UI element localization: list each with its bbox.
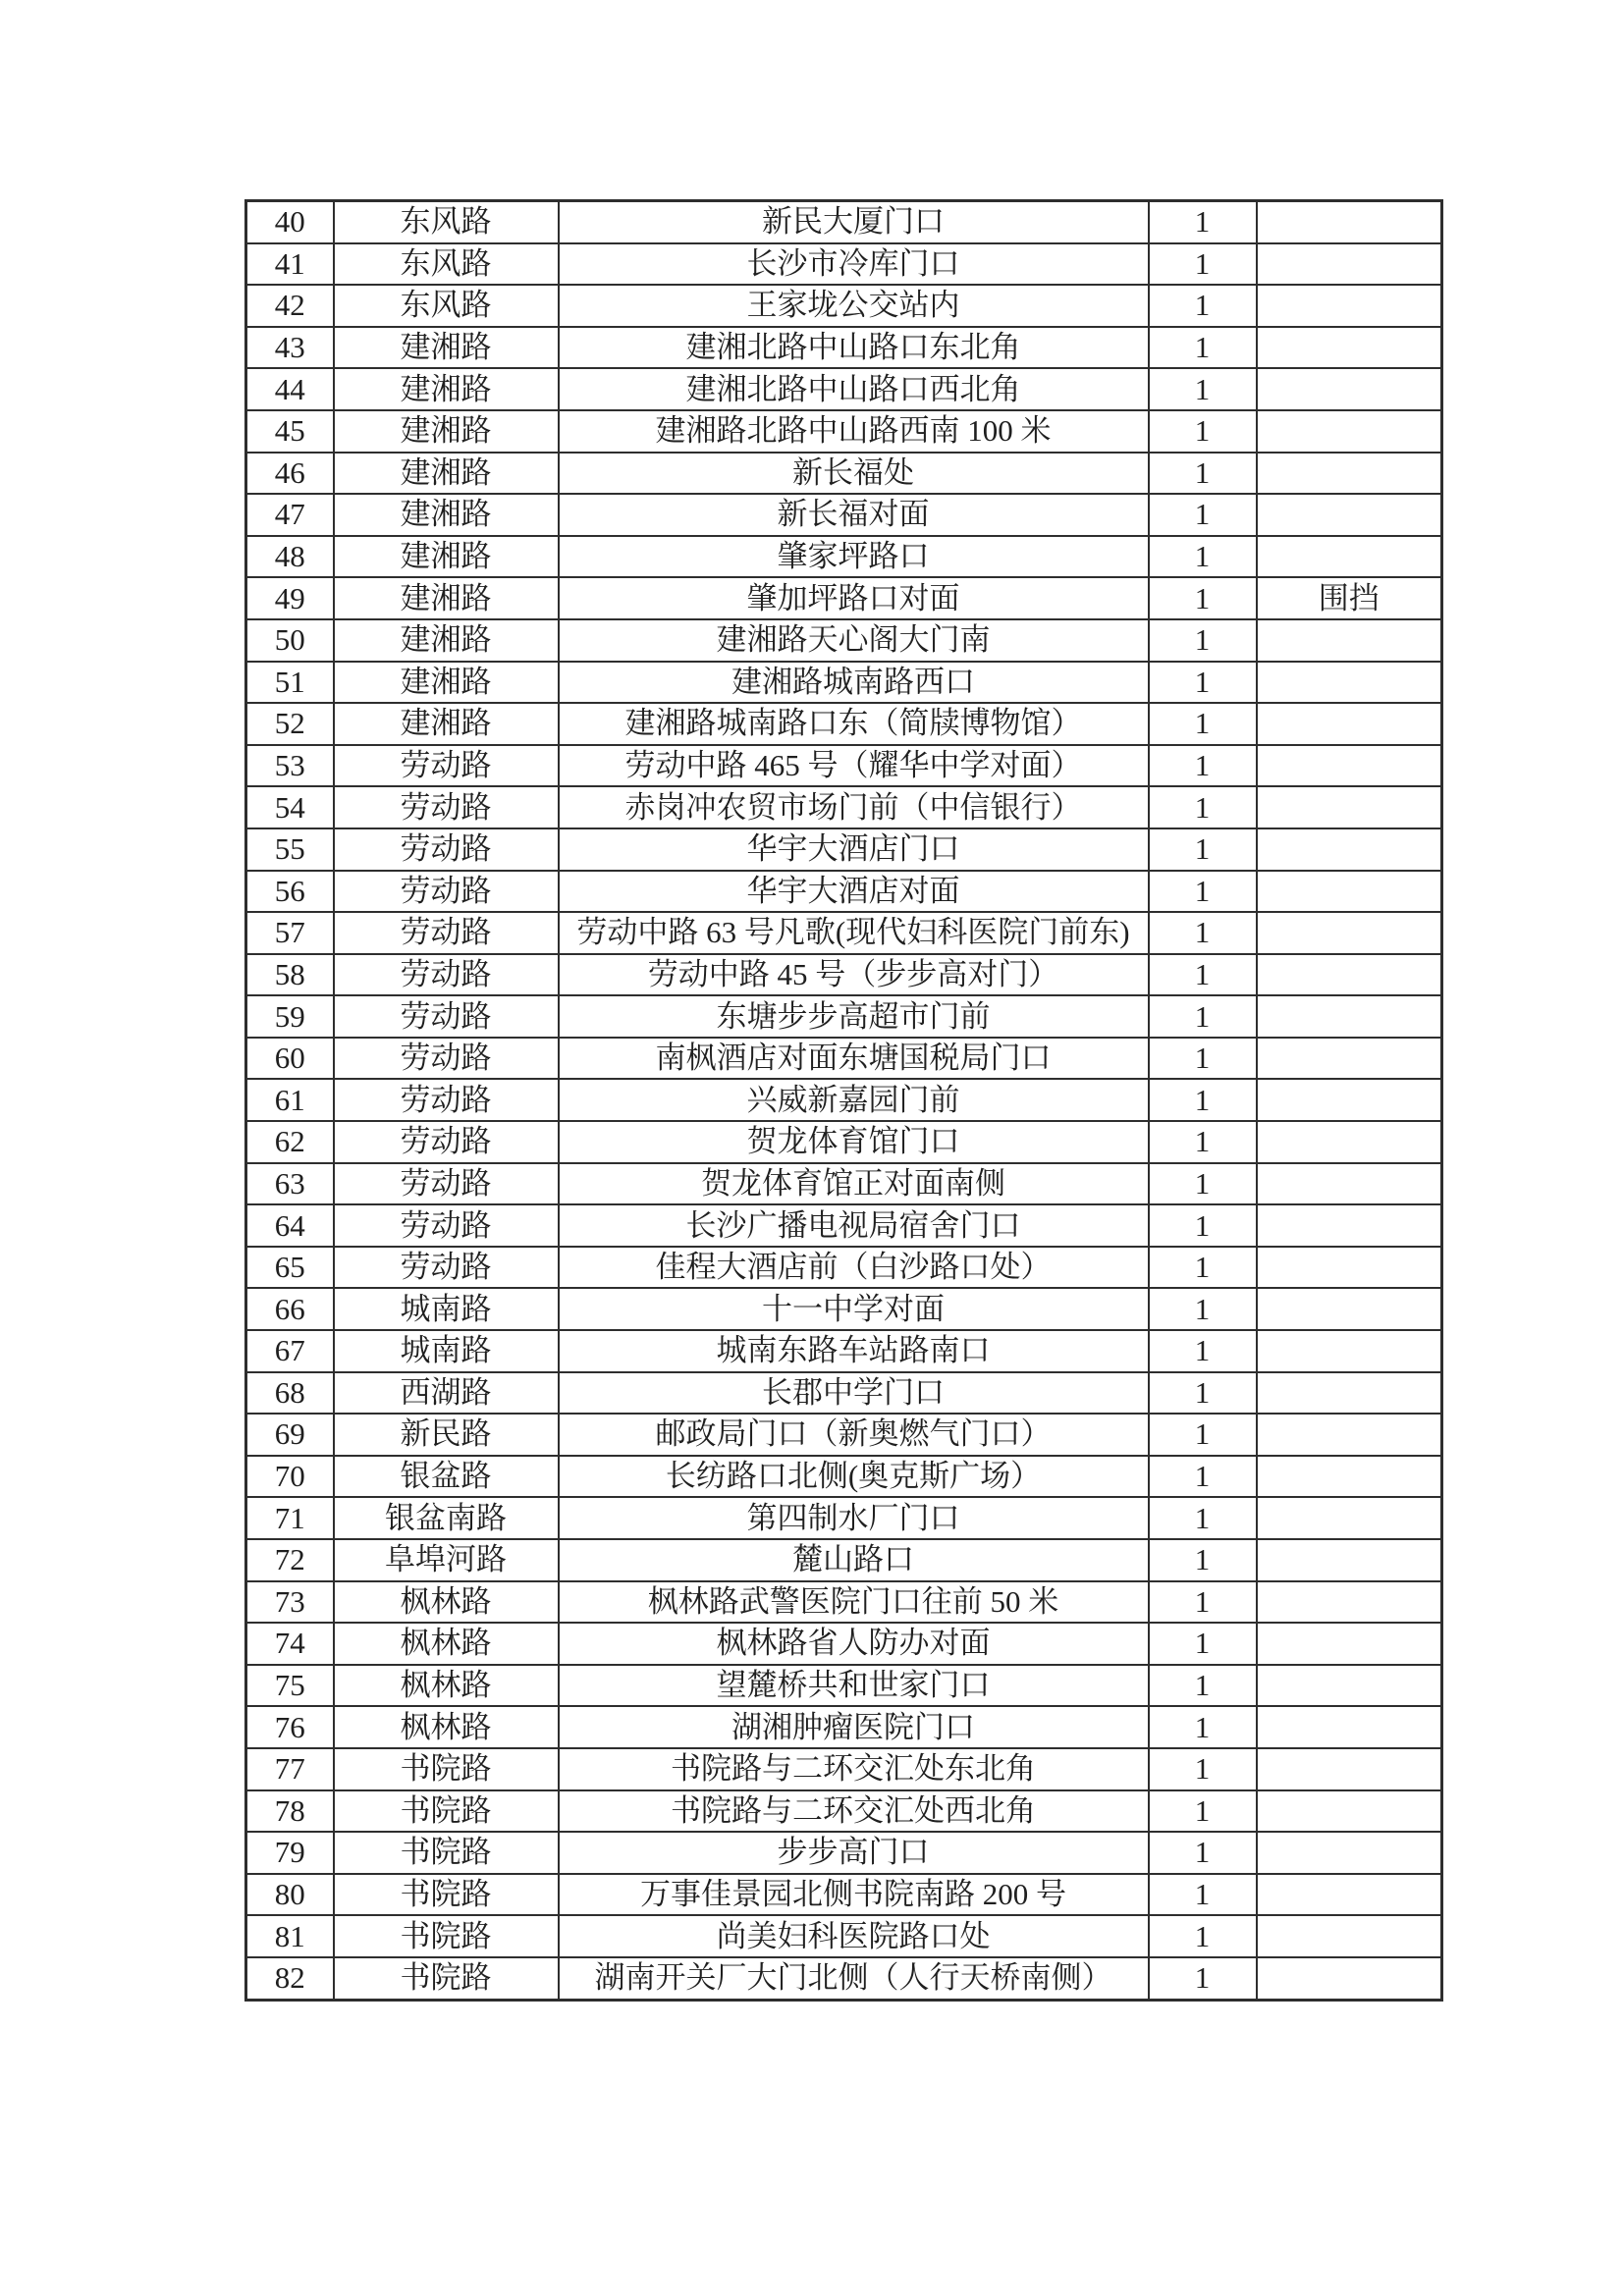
cell-note <box>1257 1832 1442 1874</box>
cell-location: 长沙广播电视局宿舍门口 <box>559 1204 1149 1247</box>
cell-location: 建湘北路中山路口东北角 <box>559 327 1149 369</box>
cell-road-name: 新民路 <box>334 1414 559 1456</box>
table-row <box>246 368 1442 410</box>
cell-road-name: 劳动路 <box>334 828 559 871</box>
cell-row-number: 53 <box>246 745 334 787</box>
cell-note <box>1257 1121 1442 1163</box>
cell-location: 赤岗冲农贸市场门前（中信银行） <box>559 786 1149 828</box>
table-row <box>246 1204 1442 1247</box>
cell-row-number: 45 <box>246 410 334 453</box>
cell-location: 贺龙体育馆门口 <box>559 1121 1149 1163</box>
cell-note <box>1257 1163 1442 1205</box>
cell-count: 1 <box>1149 1163 1257 1205</box>
cell-count: 1 <box>1149 745 1257 787</box>
cell-location: 建湘路北路中山路西南 100 米 <box>559 410 1149 453</box>
cell-road-name: 书院路 <box>334 1748 559 1790</box>
cell-row-number: 40 <box>246 201 334 243</box>
cell-road-name: 建湘路 <box>334 453 559 495</box>
cell-count: 1 <box>1149 1079 1257 1121</box>
cell-count: 1 <box>1149 995 1257 1038</box>
cell-location: 兴威新嘉园门前 <box>559 1079 1149 1121</box>
cell-count: 1 <box>1149 703 1257 745</box>
cell-row-number: 63 <box>246 1163 334 1205</box>
cell-note <box>1257 1748 1442 1790</box>
table-row <box>246 536 1442 578</box>
cell-count: 1 <box>1149 1957 1257 2000</box>
cell-note <box>1257 786 1442 828</box>
cell-location: 新长福对面 <box>559 494 1149 536</box>
cell-note <box>1257 1874 1442 1916</box>
cell-row-number: 42 <box>246 285 334 327</box>
table-row <box>246 1456 1442 1498</box>
cell-count: 1 <box>1149 1581 1257 1624</box>
cell-count: 1 <box>1149 1121 1257 1163</box>
cell-note <box>1257 1247 1442 1289</box>
table-row <box>246 703 1442 745</box>
cell-location: 城南东路车站路南口 <box>559 1330 1149 1372</box>
cell-row-number: 67 <box>246 1330 334 1372</box>
cell-note <box>1257 494 1442 536</box>
table-row <box>246 410 1442 453</box>
cell-location: 建湘路天心阁大门南 <box>559 619 1149 662</box>
table-row <box>246 1330 1442 1372</box>
cell-location: 建湘路城南路口东（简牍博物馆） <box>559 703 1149 745</box>
cell-note <box>1257 201 1442 243</box>
cell-row-number: 70 <box>246 1456 334 1498</box>
cell-road-name: 劳动路 <box>334 995 559 1038</box>
cell-location: 华宇大酒店门口 <box>559 828 1149 871</box>
cell-road-name: 劳动路 <box>334 1204 559 1247</box>
cell-note <box>1257 1790 1442 1833</box>
table-row <box>246 1748 1442 1790</box>
cell-row-number: 77 <box>246 1748 334 1790</box>
cell-count: 1 <box>1149 1832 1257 1874</box>
cell-road-name: 枫林路 <box>334 1581 559 1624</box>
cell-count: 1 <box>1149 1288 1257 1330</box>
cell-note: 围挡 <box>1257 577 1442 619</box>
cell-row-number: 74 <box>246 1623 334 1665</box>
cell-count: 1 <box>1149 662 1257 704</box>
cell-count: 1 <box>1149 1748 1257 1790</box>
cell-row-number: 60 <box>246 1038 334 1080</box>
table-row <box>246 453 1442 495</box>
cell-note <box>1257 536 1442 578</box>
cell-note <box>1257 703 1442 745</box>
cell-row-number: 82 <box>246 1957 334 2000</box>
cell-count: 1 <box>1149 453 1257 495</box>
cell-row-number: 47 <box>246 494 334 536</box>
cell-note <box>1257 368 1442 410</box>
cell-row-number: 58 <box>246 954 334 996</box>
cell-location: 新民大厦门口 <box>559 201 1149 243</box>
cell-note <box>1257 745 1442 787</box>
cell-road-name: 劳动路 <box>334 1121 559 1163</box>
cell-count: 1 <box>1149 1915 1257 1957</box>
cell-count: 1 <box>1149 871 1257 913</box>
cell-road-name: 劳动路 <box>334 745 559 787</box>
table-row <box>246 662 1442 704</box>
cell-row-number: 54 <box>246 786 334 828</box>
cell-road-name: 建湘路 <box>334 368 559 410</box>
table-row <box>246 1832 1442 1874</box>
cell-road-name: 书院路 <box>334 1832 559 1874</box>
cell-road-name: 建湘路 <box>334 494 559 536</box>
cell-location: 长郡中学门口 <box>559 1372 1149 1415</box>
cell-row-number: 46 <box>246 453 334 495</box>
cell-location: 湖湘肿瘤医院门口 <box>559 1706 1149 1748</box>
cell-road-name: 枫林路 <box>334 1665 559 1707</box>
cell-road-name: 劳动路 <box>334 1163 559 1205</box>
cell-road-name: 东风路 <box>334 243 559 286</box>
cell-count: 1 <box>1149 1204 1257 1247</box>
table-row <box>246 1957 1442 2000</box>
cell-row-number: 66 <box>246 1288 334 1330</box>
cell-row-number: 65 <box>246 1247 334 1289</box>
table-row <box>246 327 1442 369</box>
cell-count: 1 <box>1149 1247 1257 1289</box>
cell-note <box>1257 1330 1442 1372</box>
cell-note <box>1257 619 1442 662</box>
cell-count: 1 <box>1149 410 1257 453</box>
cell-road-name: 建湘路 <box>334 703 559 745</box>
cell-row-number: 49 <box>246 577 334 619</box>
cell-row-number: 52 <box>246 703 334 745</box>
cell-count: 1 <box>1149 954 1257 996</box>
table-row <box>246 995 1442 1038</box>
table-row <box>246 243 1442 286</box>
cell-count: 1 <box>1149 536 1257 578</box>
cell-road-name: 建湘路 <box>334 662 559 704</box>
cell-note <box>1257 828 1442 871</box>
cell-row-number: 41 <box>246 243 334 286</box>
cell-row-number: 68 <box>246 1372 334 1415</box>
cell-location: 万事佳景园北侧书院南路 200 号 <box>559 1874 1149 1916</box>
table-row <box>246 285 1442 327</box>
cell-count: 1 <box>1149 786 1257 828</box>
cell-row-number: 59 <box>246 995 334 1038</box>
cell-location: 劳动中路 63 号凡歌(现代妇科医院门前东) <box>559 912 1149 954</box>
cell-count: 1 <box>1149 1497 1257 1539</box>
cell-note <box>1257 1539 1442 1581</box>
cell-location: 肇加坪路口对面 <box>559 577 1149 619</box>
table-row <box>246 1581 1442 1624</box>
cell-road-name: 劳动路 <box>334 1079 559 1121</box>
cell-row-number: 43 <box>246 327 334 369</box>
cell-location: 建湘北路中山路口西北角 <box>559 368 1149 410</box>
cell-row-number: 62 <box>246 1121 334 1163</box>
cell-location: 尚美妇科医院路口处 <box>559 1915 1149 1957</box>
cell-row-number: 51 <box>246 662 334 704</box>
cell-road-name: 城南路 <box>334 1330 559 1372</box>
cell-count: 1 <box>1149 1623 1257 1665</box>
cell-note <box>1257 954 1442 996</box>
cell-location: 华宇大酒店对面 <box>559 871 1149 913</box>
cell-location: 佳程大酒店前（白沙路口处） <box>559 1247 1149 1289</box>
cell-count: 1 <box>1149 1038 1257 1080</box>
cell-location: 王家垅公交站内 <box>559 285 1149 327</box>
cell-note <box>1257 1414 1442 1456</box>
cell-road-name: 阜埠河路 <box>334 1539 559 1581</box>
cell-count: 1 <box>1149 1539 1257 1581</box>
table-row <box>246 1665 1442 1707</box>
table-row <box>246 1623 1442 1665</box>
cell-note <box>1257 1581 1442 1624</box>
cell-count: 1 <box>1149 494 1257 536</box>
cell-note <box>1257 1665 1442 1707</box>
cell-row-number: 75 <box>246 1665 334 1707</box>
cell-location: 湖南开关厂大门北侧（人行天桥南侧） <box>559 1957 1149 2000</box>
cell-count: 1 <box>1149 1372 1257 1415</box>
cell-note <box>1257 453 1442 495</box>
cell-road-name: 银盆南路 <box>334 1497 559 1539</box>
cell-note <box>1257 1456 1442 1498</box>
cell-note <box>1257 912 1442 954</box>
cell-road-name: 劳动路 <box>334 1038 559 1080</box>
cell-count: 1 <box>1149 619 1257 662</box>
cell-count: 1 <box>1149 285 1257 327</box>
cell-road-name: 西湖路 <box>334 1372 559 1415</box>
cell-road-name: 东风路 <box>334 201 559 243</box>
cell-note <box>1257 1038 1442 1080</box>
cell-note <box>1257 1915 1442 1957</box>
table-row <box>246 1038 1442 1080</box>
cell-row-number: 80 <box>246 1874 334 1916</box>
cell-location: 步步高门口 <box>559 1832 1149 1874</box>
cell-road-name: 枫林路 <box>334 1623 559 1665</box>
table-row <box>246 1372 1442 1415</box>
cell-road-name: 书院路 <box>334 1915 559 1957</box>
cell-row-number: 44 <box>246 368 334 410</box>
cell-location: 十一中学对面 <box>559 1288 1149 1330</box>
table-row <box>246 494 1442 536</box>
cell-location: 第四制水厂门口 <box>559 1497 1149 1539</box>
cell-location: 望麓桥共和世家门口 <box>559 1665 1149 1707</box>
cell-count: 1 <box>1149 1790 1257 1833</box>
cell-note <box>1257 1623 1442 1665</box>
cell-note <box>1257 871 1442 913</box>
bus-stop-table <box>244 199 1443 2002</box>
cell-note <box>1257 410 1442 453</box>
cell-note <box>1257 327 1442 369</box>
cell-note <box>1257 1497 1442 1539</box>
cell-road-name: 书院路 <box>334 1874 559 1916</box>
table-row <box>246 1706 1442 1748</box>
cell-road-name: 建湘路 <box>334 577 559 619</box>
cell-row-number: 76 <box>246 1706 334 1748</box>
table-row <box>246 1790 1442 1833</box>
cell-row-number: 61 <box>246 1079 334 1121</box>
table-row <box>246 786 1442 828</box>
cell-road-name: 劳动路 <box>334 871 559 913</box>
cell-note <box>1257 243 1442 286</box>
cell-count: 1 <box>1149 1665 1257 1707</box>
cell-location: 劳动中路 465 号（耀华中学对面） <box>559 745 1149 787</box>
table-row <box>246 1414 1442 1456</box>
cell-count: 1 <box>1149 1874 1257 1916</box>
cell-count: 1 <box>1149 828 1257 871</box>
table-row <box>246 577 1442 619</box>
cell-location: 东塘步步高超市门前 <box>559 995 1149 1038</box>
cell-location: 贺龙体育馆正对面南侧 <box>559 1163 1149 1205</box>
cell-note <box>1257 285 1442 327</box>
cell-row-number: 78 <box>246 1790 334 1833</box>
cell-road-name: 劳动路 <box>334 954 559 996</box>
cell-road-name: 劳动路 <box>334 1247 559 1289</box>
cell-location: 劳动中路 45 号（步步高对门） <box>559 954 1149 996</box>
table-row <box>246 1121 1442 1163</box>
cell-location: 长纺路口北侧(奥克斯广场） <box>559 1456 1149 1498</box>
table-row <box>246 1163 1442 1205</box>
cell-note <box>1257 1706 1442 1748</box>
cell-location: 枫林路武警医院门口往前 50 米 <box>559 1581 1149 1624</box>
cell-count: 1 <box>1149 1456 1257 1498</box>
cell-count: 1 <box>1149 243 1257 286</box>
cell-location: 书院路与二环交汇处东北角 <box>559 1748 1149 1790</box>
cell-location: 邮政局门口（新奥燃气门口） <box>559 1414 1149 1456</box>
cell-location: 新长福处 <box>559 453 1149 495</box>
table-row <box>246 1079 1442 1121</box>
cell-row-number: 55 <box>246 828 334 871</box>
cell-row-number: 56 <box>246 871 334 913</box>
cell-location: 枫林路省人防办对面 <box>559 1623 1149 1665</box>
cell-road-name: 银盆路 <box>334 1456 559 1498</box>
cell-road-name: 建湘路 <box>334 327 559 369</box>
table-row <box>246 1497 1442 1539</box>
cell-road-name: 建湘路 <box>334 536 559 578</box>
cell-row-number: 64 <box>246 1204 334 1247</box>
table-row <box>246 954 1442 996</box>
cell-location: 南枫酒店对面东塘国税局门口 <box>559 1038 1149 1080</box>
cell-row-number: 72 <box>246 1539 334 1581</box>
cell-count: 1 <box>1149 1330 1257 1372</box>
table-row <box>246 828 1442 871</box>
cell-road-name: 建湘路 <box>334 410 559 453</box>
cell-count: 1 <box>1149 1706 1257 1748</box>
cell-row-number: 73 <box>246 1581 334 1624</box>
table-row <box>246 1874 1442 1916</box>
cell-road-name: 建湘路 <box>334 619 559 662</box>
cell-location: 书院路与二环交汇处西北角 <box>559 1790 1149 1833</box>
cell-road-name: 劳动路 <box>334 912 559 954</box>
cell-count: 1 <box>1149 1414 1257 1456</box>
cell-location: 建湘路城南路西口 <box>559 662 1149 704</box>
cell-road-name: 东风路 <box>334 285 559 327</box>
table-body <box>246 201 1442 2001</box>
cell-location: 肇家坪路口 <box>559 536 1149 578</box>
cell-note <box>1257 1079 1442 1121</box>
cell-count: 1 <box>1149 201 1257 243</box>
cell-row-number: 69 <box>246 1414 334 1456</box>
cell-road-name: 城南路 <box>334 1288 559 1330</box>
cell-location: 长沙市冷库门口 <box>559 243 1149 286</box>
cell-road-name: 书院路 <box>334 1957 559 2000</box>
cell-row-number: 48 <box>246 536 334 578</box>
cell-row-number: 79 <box>246 1832 334 1874</box>
cell-road-name: 劳动路 <box>334 786 559 828</box>
cell-road-name: 枫林路 <box>334 1706 559 1748</box>
table-row <box>246 1288 1442 1330</box>
table-row <box>246 619 1442 662</box>
table-row <box>246 201 1442 243</box>
cell-row-number: 71 <box>246 1497 334 1539</box>
table-row <box>246 912 1442 954</box>
cell-count: 1 <box>1149 577 1257 619</box>
cell-note <box>1257 1288 1442 1330</box>
cell-row-number: 50 <box>246 619 334 662</box>
table-row <box>246 1247 1442 1289</box>
table-row <box>246 871 1442 913</box>
table-row <box>246 1915 1442 1957</box>
cell-note <box>1257 1957 1442 2000</box>
cell-road-name: 书院路 <box>334 1790 559 1833</box>
cell-row-number: 57 <box>246 912 334 954</box>
cell-note <box>1257 1204 1442 1247</box>
table-row <box>246 1539 1442 1581</box>
cell-count: 1 <box>1149 368 1257 410</box>
cell-note <box>1257 1372 1442 1415</box>
cell-count: 1 <box>1149 327 1257 369</box>
cell-note <box>1257 995 1442 1038</box>
cell-row-number: 81 <box>246 1915 334 1957</box>
cell-count: 1 <box>1149 912 1257 954</box>
table-row <box>246 745 1442 787</box>
cell-location: 麓山路口 <box>559 1539 1149 1581</box>
cell-note <box>1257 662 1442 704</box>
